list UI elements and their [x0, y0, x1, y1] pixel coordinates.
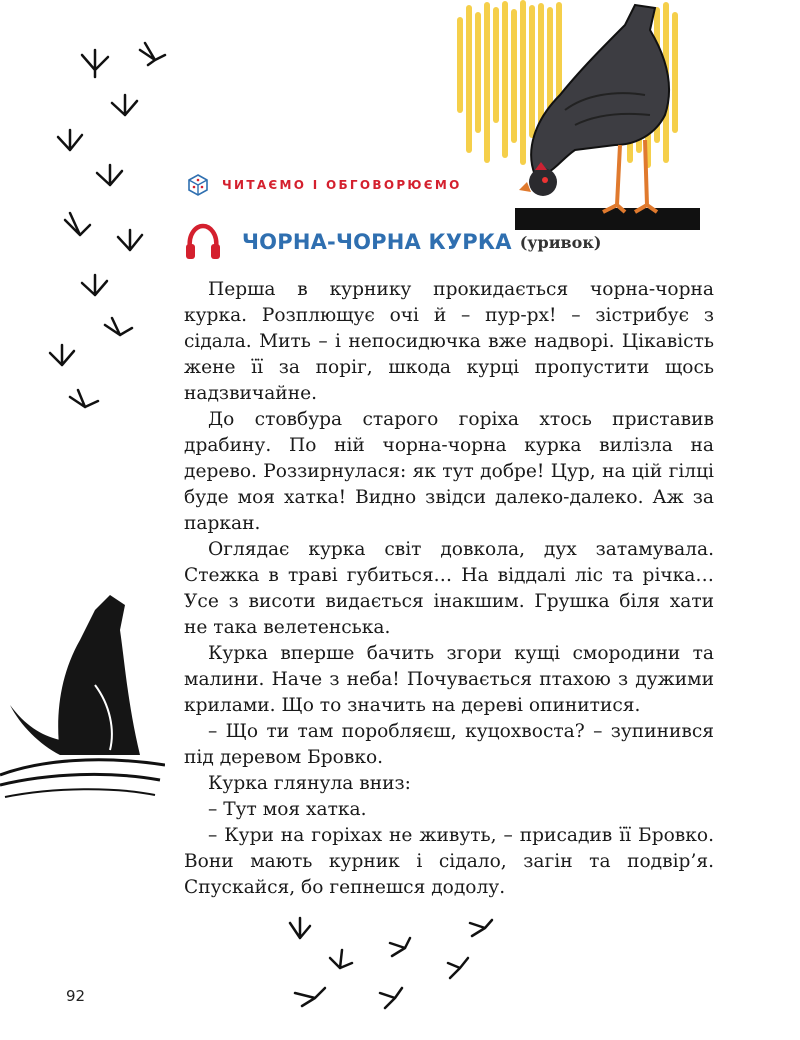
paragraph: – Тут моя хатка.	[208, 799, 367, 820]
story-title	[184, 222, 601, 262]
paragraph: Курка вперше бачить згори кущі смородини та малини. Наче з неба! Почувається птахою з дужими крилами. Що то значить на дереві опинитися.	[184, 643, 714, 716]
headphones-icon[interactable]	[184, 222, 222, 262]
page-number: 92	[66, 987, 86, 1005]
dice-cube-icon	[186, 173, 210, 197]
paragraph: – Що ти там поробляєш, куцохвоста? – зупинився під деревом Бровко.	[184, 721, 714, 768]
bird-tracks-left	[40, 35, 190, 425]
section-title: ЧИТАЄМО І ОБГОВОРЮЄМО	[222, 178, 462, 192]
title-note: (уривок)	[519, 232, 602, 252]
paragraph: – Кури на горіхах не живуть, – присадив її Бровко. Вони мають курник і сідало, загін та подвір’я. Спускайся, бо гепнешся додолу.	[184, 825, 714, 898]
section-label	[186, 173, 462, 197]
paragraph: Перша в курнику прокидається чорна-чорна курка. Розплющує очі й – пур-рх! – зістрибує з сідала. Мить – і непосидючка вже надворі. Цікавість жене її за поріг, шкода курці пропустити щось надзвичайне.	[184, 279, 714, 404]
title-main: ЧОРНА-ЧОРНА КУРКА	[242, 230, 512, 254]
black-dog-illustration	[0, 585, 165, 810]
paragraph: Курка глянула вниз:	[208, 773, 411, 794]
paragraph: До стовбура старого горіха хтось приставив драбину. По ній чорна-чорна курка вилізла на дерево. Роззирнулася: як тут добре! Цур, на цій гілці буде моя хатка! Видно звідси далеко-далеко. Аж за паркан.	[184, 409, 714, 534]
story-text	[184, 277, 714, 901]
black-hen-illustration	[505, 0, 705, 235]
bird-tracks-bottom	[280, 908, 510, 1018]
paragraph: Оглядає курка світ довкола, дух затамувала. Стежка в траві губиться… На віддалі ліс та річка… Усе з висоти видається інакшим. Грушка біля хати не така велетенська.	[184, 539, 714, 638]
